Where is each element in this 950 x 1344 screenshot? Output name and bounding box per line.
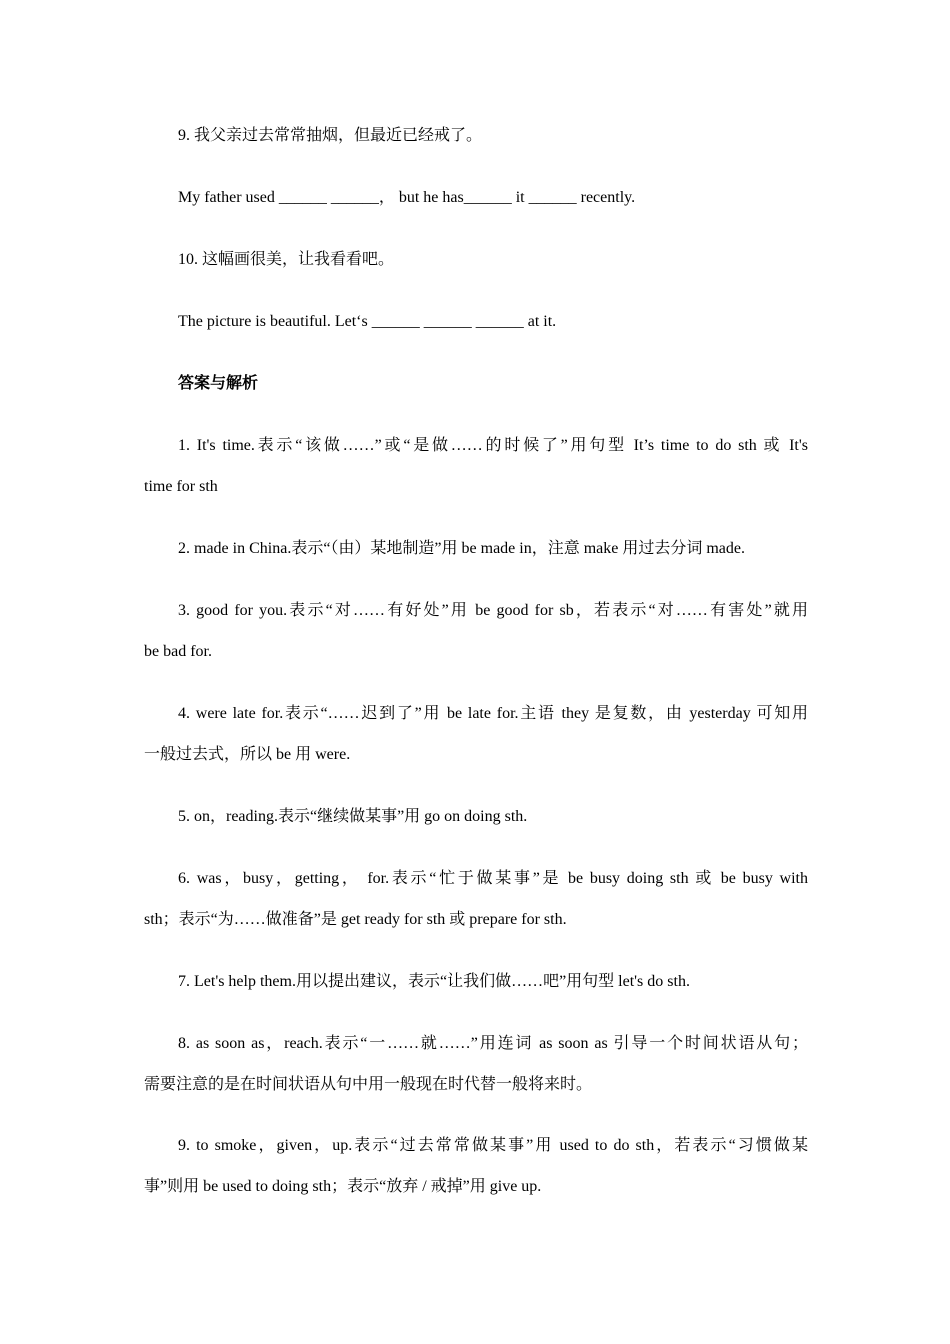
answer-3-line-1: 3. good for you.表示“对……有好处”用 be good for sb，若表示“对……有害处”就用 xyxy=(178,602,808,619)
answer-2: 2. made in China.表示“（由）某地制造”用 be made in，注意 make 用过去分词 made. xyxy=(178,540,746,557)
question-10-chinese: 10. 这幅画很美，让我看看吧。 xyxy=(178,251,395,268)
answer-8-line-2: 需要注意的是在时间状语从句中用一般现在时代替一般将来时。 xyxy=(144,1076,593,1093)
answer-9-line-1: 9. to smoke，given，up.表示“过去常常做某事”用 used to do sth，若表示“习惯做某 xyxy=(178,1137,808,1154)
answer-4-line-2: 一般过去式，所以 be 用 were. xyxy=(144,746,351,763)
answer-7: 7. Let's help them.用以提出建议，表示“让我们做……吧”用句型 let's do sth. xyxy=(178,973,690,990)
answer-9-line-2: 事”则用 be used to doing sth；表示“放弃 / 戒掉”用 give up. xyxy=(144,1178,542,1195)
question-10-english: The picture is beautiful. Let‘s ______ ______ ______ at it. xyxy=(178,313,557,330)
answers-heading: 答案与解析 xyxy=(178,375,259,392)
question-9-english: My father used ______ ______， but he has______ it ______ recently. xyxy=(178,189,636,206)
answer-1-line-2: time for sth xyxy=(144,478,218,495)
answer-6-line-2: sth；表示“为……做准备”是 get ready for sth 或 prepare for sth. xyxy=(144,911,567,928)
answer-6-line-1: 6. was，busy，getting， for.表示“忙于做某事”是 be busy doing sth 或 be busy with xyxy=(178,870,808,887)
question-9-chinese: 9. 我父亲过去常常抽烟，但最近已经戒了。 xyxy=(178,127,483,144)
answer-3-line-2: be bad for. xyxy=(144,643,212,660)
answer-8-line-1: 8. as soon as，reach.表示“一……就……”用连词 as soon as 引导一个时间状语从句； xyxy=(178,1035,808,1052)
answer-1-line-1: 1. It's time.表示“该做……”或“是做……的时候了”用句型 It’s time to do sth 或 It's xyxy=(178,437,808,454)
answer-5: 5. on，reading.表示“继续做某事”用 go on doing sth. xyxy=(178,808,528,825)
answer-4-line-1: 4. were late for.表示“……迟到了”用 be late for.主语 they 是复数，由 yesterday 可知用 xyxy=(178,705,808,722)
